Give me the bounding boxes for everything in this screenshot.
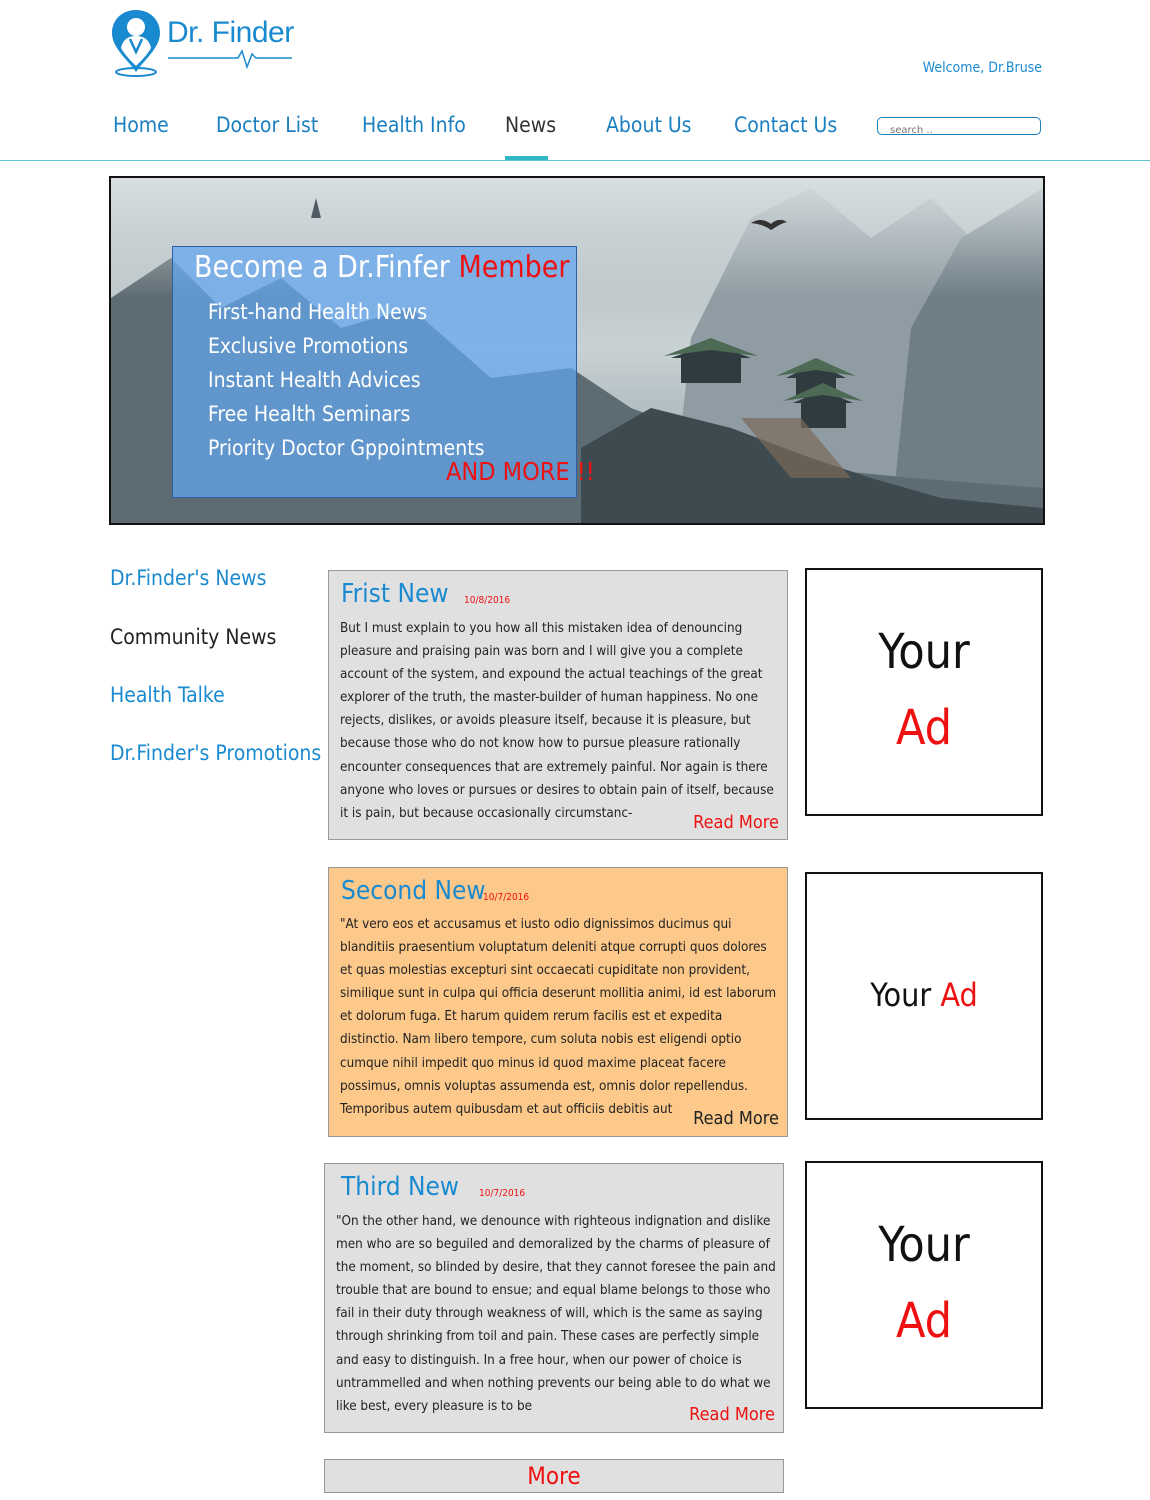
- news-title[interactable]: Frist New: [341, 579, 449, 609]
- read-more-link[interactable]: Read More: [693, 812, 779, 833]
- news-date: 10/7/2016: [479, 1188, 526, 1199]
- doctor-pin-icon: [110, 8, 166, 78]
- ad-slot[interactable]: [805, 1161, 1043, 1409]
- sidebar-item-promotions[interactable]: Dr.Finder's Promotions: [110, 741, 322, 765]
- perk-item: First-hand Health News: [208, 300, 428, 324]
- ad-word-ad: Ad: [895, 700, 953, 756]
- sidebar-item-drfinders-news[interactable]: Dr.Finder's News: [110, 566, 267, 590]
- nav-doctor-list[interactable]: Doctor List: [216, 113, 319, 137]
- brand-name: Dr. Finder: [167, 16, 294, 49]
- welcome-text: Welcome, Dr.Bruse: [922, 60, 1042, 76]
- nav-contact-us[interactable]: Contact Us: [734, 113, 838, 137]
- ad-word-ad: Ad: [895, 1293, 953, 1349]
- news-title[interactable]: Third New: [341, 1172, 460, 1202]
- ad-word-your: Your: [878, 624, 970, 680]
- more-button[interactable]: More: [324, 1459, 784, 1493]
- nav-about-us[interactable]: About Us: [606, 113, 692, 137]
- and-more-text: AND MORE !!: [446, 457, 595, 486]
- read-more-link[interactable]: Read More: [693, 1108, 779, 1129]
- news-card: [328, 570, 788, 840]
- ad-text: Your Ad: [870, 976, 978, 1014]
- perk-item: Priority Doctor Gppointments: [208, 436, 485, 460]
- perk-item: Exclusive Promotions: [208, 334, 409, 358]
- nav-news[interactable]: News: [505, 113, 557, 137]
- news-title[interactable]: Second New: [341, 876, 486, 906]
- nav-health-info[interactable]: Health Info: [362, 113, 466, 137]
- sidebar-item-health-talke[interactable]: Health Talke: [110, 683, 225, 707]
- search-box[interactable]: [877, 117, 1041, 135]
- ad-slot[interactable]: [805, 872, 1043, 1120]
- nav-home[interactable]: Home: [113, 113, 169, 137]
- perk-item: Free Health Seminars: [208, 402, 411, 426]
- heartbeat-line-icon: [168, 50, 294, 70]
- sidebar-item-community-news[interactable]: Community News: [110, 625, 277, 649]
- ad-word-your: Your: [878, 1217, 970, 1273]
- ad-slot[interactable]: [805, 568, 1043, 816]
- membership-title: Become a Dr.Finfer Member: [194, 250, 570, 285]
- perk-item: Instant Health Advices: [208, 368, 421, 392]
- news-date: 10/8/2016: [464, 595, 511, 606]
- news-body: "On the other hand, we denounce with righteous indignation and dislike men who are so beguiled and demoralized by the charms of pleasure of the moment, so blinded by desire, that they cannot foresee the pain and trouble that are bound to ensue; and equal blame belongs to those who fail in their duty through weakness of will, which is the same as saying through shrinking from toil and pain. These cases are perfectly simple and easy to distinguish. In a free hour, when our power of choice is untrammelled and when nothing prevents our being able to do what we like best, every pleasure is to be: [336, 1214, 776, 1414]
- news-body: "At vero eos et accusamus et iusto odio dignissimos ducimus qui blanditiis praesentium voluptatum deleniti atque corrupti quos dolores et quas molestias excepturi sint occaecati cupiditate non provident, similique sunt in culpa qui officia deserunt mollitia animi, id est laborum et dolorum fuga. Et harum quidem rerum facilis est et expedita distinctio. Nam libero tempore, cum soluta nobis est eligendi optio cumque nihil impedit quo minus id quod maxime placeat facere possimus, omnis voluptas assumenda est, omnis dolor repellendus. Temporibus autem quibusdam et aut officiis debitis aut: [340, 917, 777, 1117]
- nav-divider: [0, 160, 1150, 161]
- news-card: [324, 1163, 784, 1433]
- news-body: But I must explain to you how all this mistaken idea of denouncing pleasure and praising pain was born and I will give you a complete account of the system, and expound the actual teachings of the great explorer of the truth, the master-builder of human happiness. No one rejects, dislikes, or avoids pleasure itself, because it is pleasure, but because those who do not know how to pursue pleasure rationally encounter consequences that are extremely painful. Nor again is there anyone who loves or pursues or desires to obtain pain of itself, because it is pain, but because occasionally circumstanc-: [340, 621, 774, 821]
- membership-highlight: Member: [458, 250, 570, 285]
- news-date: 10/7/2016: [483, 892, 530, 903]
- read-more-link[interactable]: Read More: [689, 1404, 775, 1425]
- news-card: [328, 867, 788, 1137]
- search-input[interactable]: [890, 124, 1040, 138]
